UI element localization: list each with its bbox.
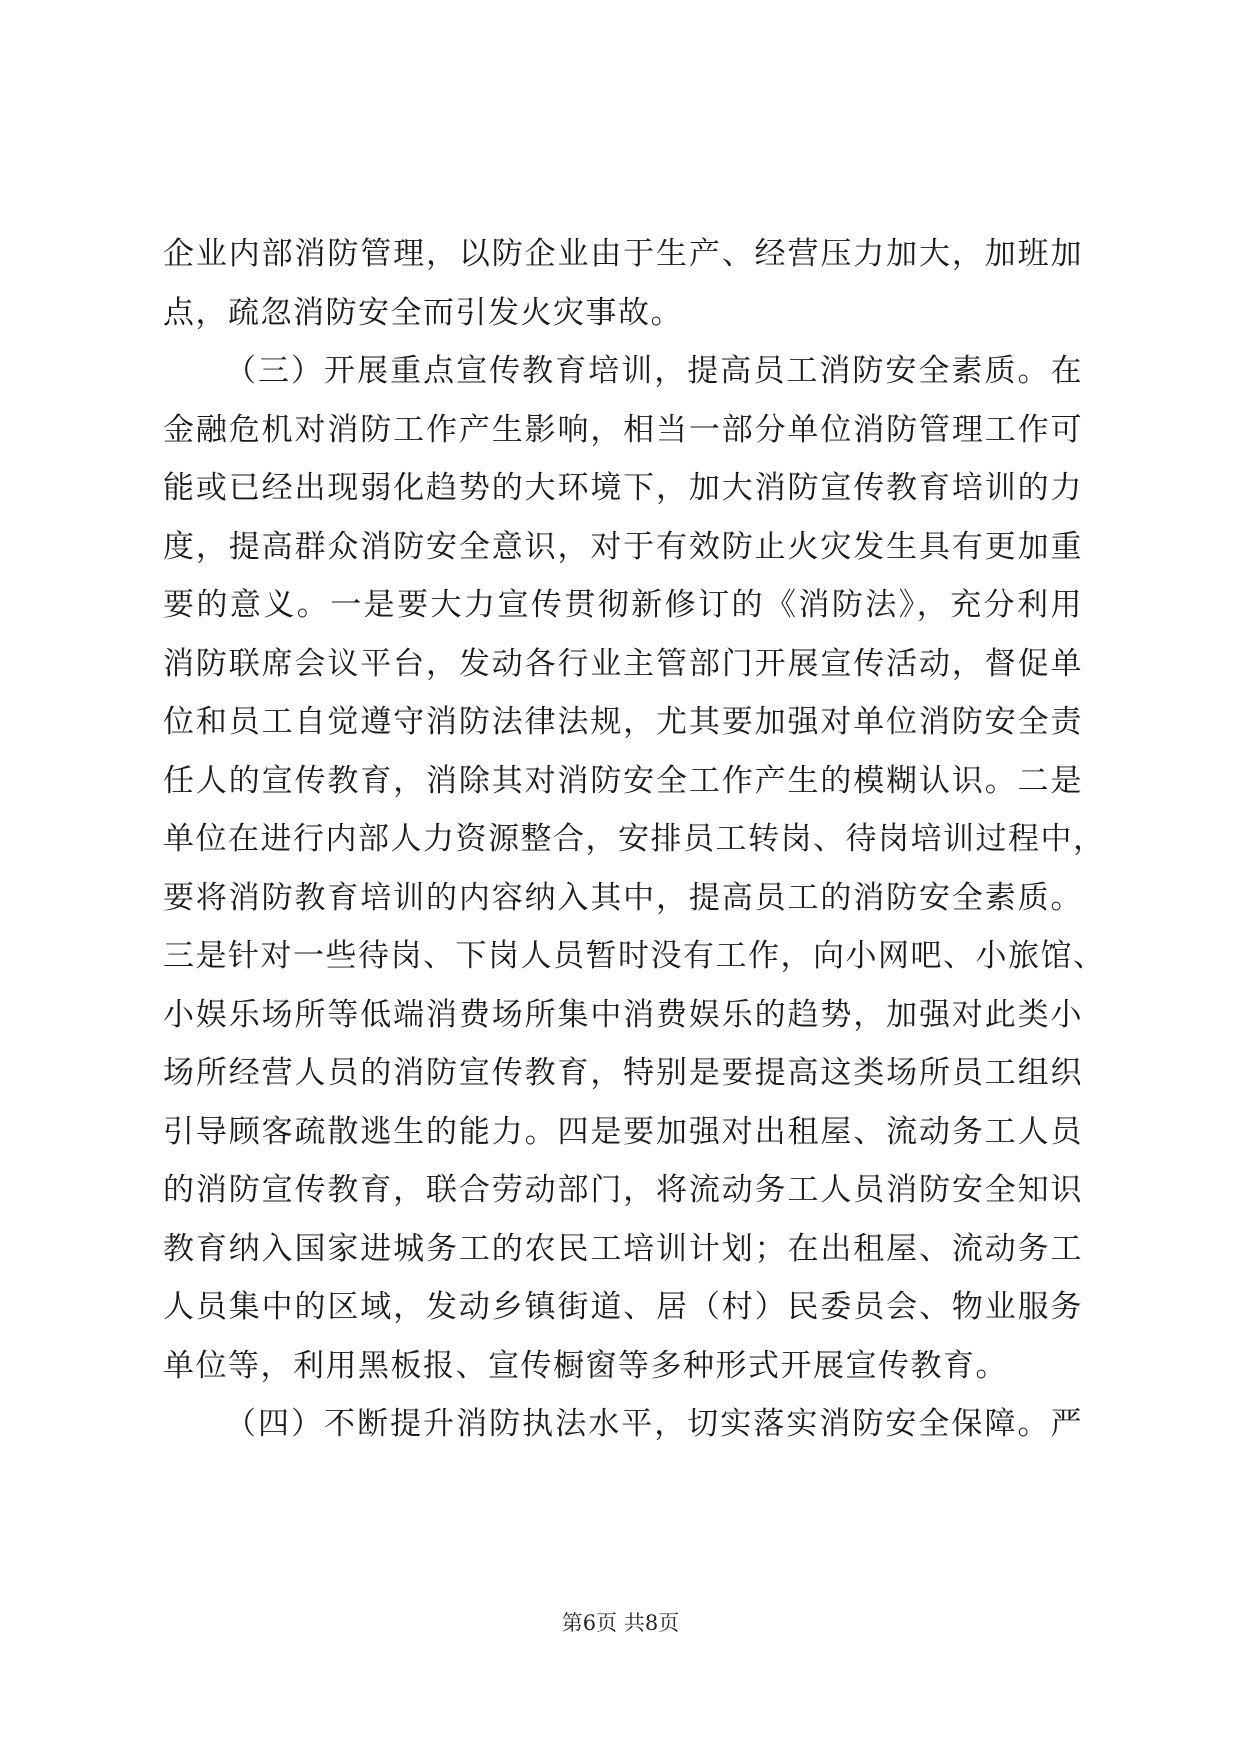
text-line: 三是针对一些待岗、下岗人员暂时没有工作，向小网吧、小旅馆、 [163, 938, 1106, 974]
text-line: （三）开展重点宣传教育培训，提高员工消防安全素质。在 [225, 353, 1083, 389]
text-line: 单位在进行内部人力资源整合，安排员工转岗、待岗培训过程中， [163, 821, 1106, 857]
page-footer: 第6页 共8页 [561, 1611, 680, 1635]
text-line: 企业内部消防管理，以防企业由于生产、经营压力加大，加班加 [163, 236, 1083, 272]
text-line: 人员集中的区域，发动乡镇街道、居（村）民委员会、物业服务 [163, 1289, 1083, 1325]
text-line: 要将消防教育培训的内容纳入其中，提高员工的消防安全素质。 [163, 879, 1083, 916]
text-line: 任人的宣传教育，消除其对消防安全工作产生的模糊认识。二是 [163, 762, 1083, 799]
text-line: 消防联席会议平台，发动各行业主管部门开展宣传活动，督促单 [163, 645, 1083, 682]
text-line: 度，提高群众消防安全意识，对于有效防止火灾发生具有更加重 [163, 528, 1083, 565]
text-line: 要的意义。一是要大力宣传贯彻新修订的《消防法》，充分利用 [163, 587, 1083, 623]
text-line: 点，疏忽消防安全而引发火灾事故。 [163, 294, 683, 331]
text-line: 引导顾客疏散逃生的能力。四是要加强对出租屋、流动务工人员 [163, 1113, 1083, 1150]
text-line: 场所经营人员的消防宣传教育，特别是要提高这类场所员工组织 [163, 1055, 1083, 1091]
text-line: 位和员工自觉遵守消防法律法规，尤其要加强对单位消防安全责 [163, 704, 1083, 740]
text-line: 教育纳入国家进城务工的农民工培训计划；在出租屋、流动务工 [163, 1230, 1083, 1267]
text-line: 金融危机对消防工作产生影响，相当一部分单位消防管理工作可 [163, 411, 1083, 448]
text-line: 单位等，利用黑板报、宣传橱窗等多种形式开展宣传教育。 [163, 1347, 1008, 1384]
body-text [163, 225, 1106, 1454]
text-line: 能或已经出现弱化趋势的大环境下，加大消防宣传教育培训的力 [163, 470, 1083, 506]
text-line: 的消防宣传教育，联合劳动部门，将流动务工人员消防安全知识 [163, 1172, 1083, 1208]
text-line: （四）不断提升消防执法水平，切实落实消防安全保障。严 [225, 1406, 1083, 1442]
text-line: 小娱乐场所等低端消费场所集中消费娱乐的趋势，加强对此类小 [163, 996, 1083, 1033]
